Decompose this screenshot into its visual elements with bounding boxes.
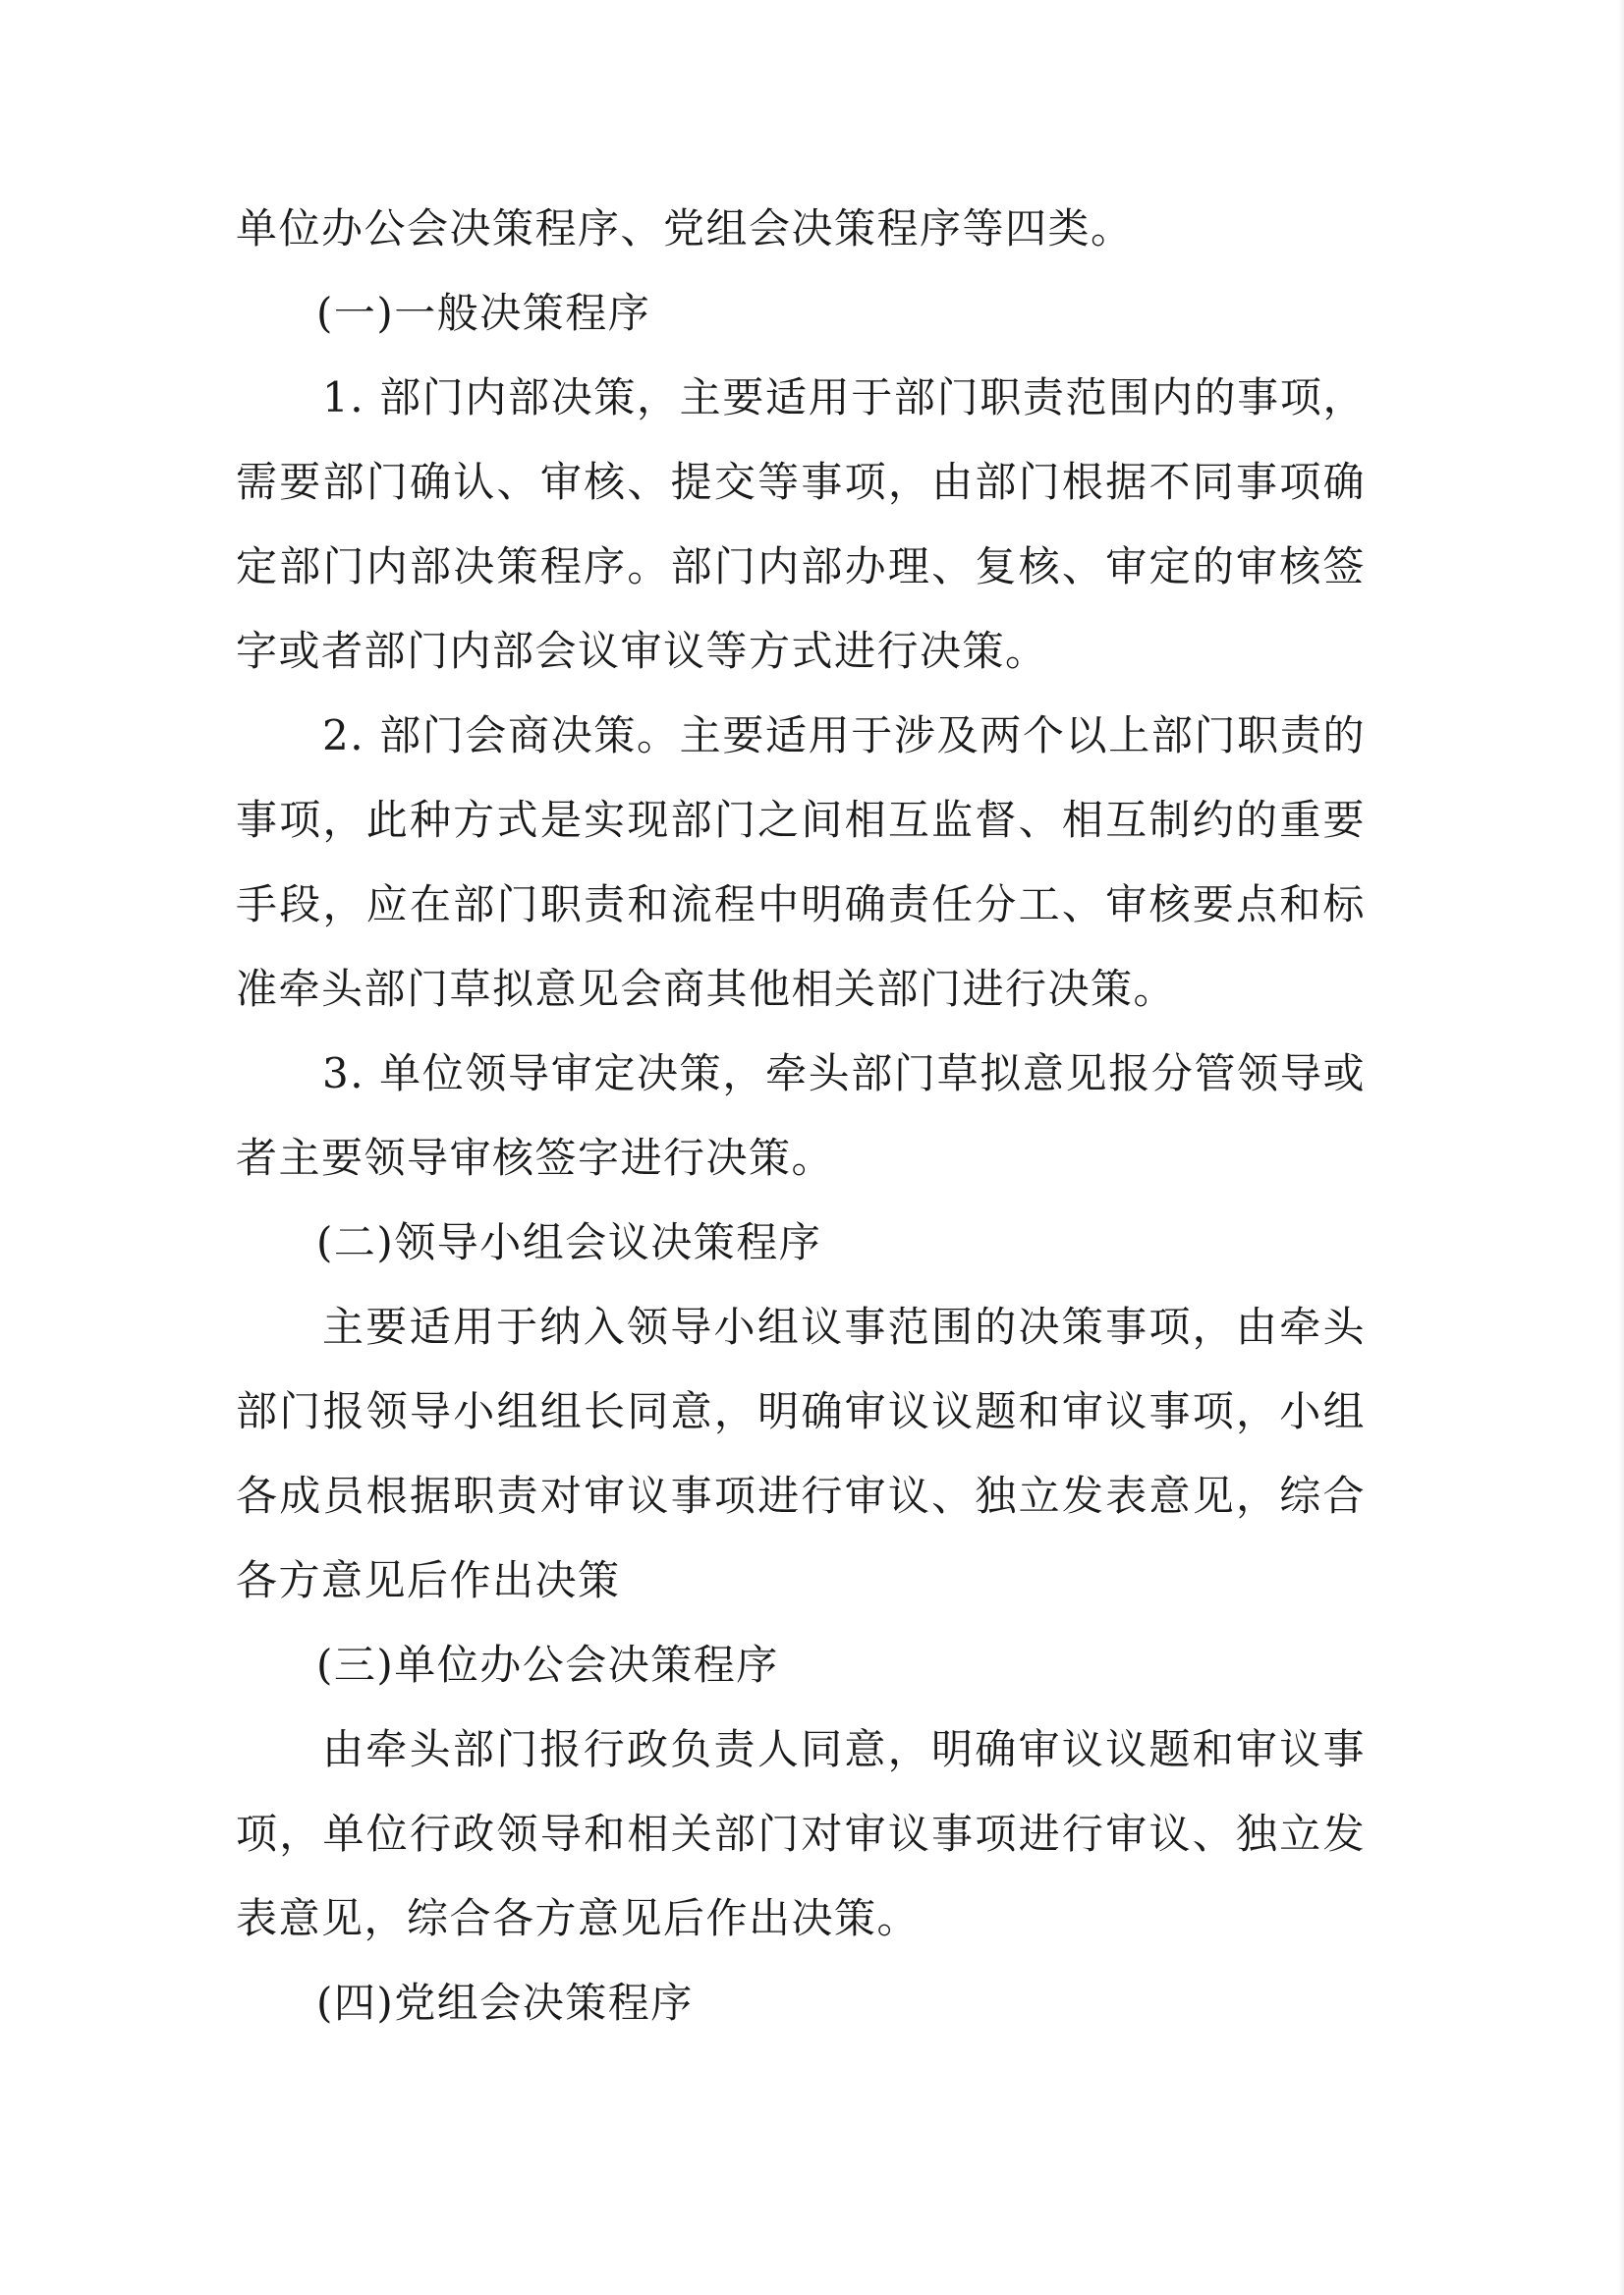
text-line: 单位办公会决策程序、党组会决策程序等四类。 bbox=[236, 204, 1134, 252]
section-heading: (四)党组会决策程序 bbox=[316, 1979, 694, 2027]
text-line: 需要部门确认、审核、提交等事项，由部门根据不同事项确 bbox=[236, 458, 1366, 506]
paragraph-first-line: 3. 单位领导审定决策，牵头部门草拟意见报分管领导或 bbox=[322, 1049, 1366, 1097]
section-heading: (二)领导小组会议决策程序 bbox=[316, 1218, 822, 1266]
text-line: 者主要领导审核签字进行决策。 bbox=[236, 1134, 835, 1182]
section-heading: (三)单位办公会决策程序 bbox=[316, 1641, 779, 1689]
text-line: 各方意见后作出决策 bbox=[236, 1556, 621, 1604]
paragraph-first-line: 主要适用于纳入领导小组议事范围的决策事项，由牵头 bbox=[322, 1303, 1366, 1351]
paragraph-first-line: 由牵头部门报行政负责人同意，明确审议议题和审议事 bbox=[322, 1725, 1366, 1773]
document-body bbox=[236, 187, 1366, 2045]
text-line: 字或者部门内部会议审议等方式进行决策。 bbox=[236, 627, 1048, 675]
text-line: 手段，应在部门职责和流程中明确责任分工、审核要点和标 bbox=[236, 880, 1366, 928]
paragraph-first-line: 1. 部门内部决策，主要适用于部门职责范围内的事项， bbox=[322, 373, 1366, 421]
section-heading: (一)一般决策程序 bbox=[316, 289, 651, 337]
text-line: 事项，此种方式是实现部门之间相互监督、相互制约的重要 bbox=[236, 796, 1366, 844]
text-line: 部门报领导小组组长同意，明确审议议题和审议事项，小组 bbox=[236, 1387, 1366, 1435]
text-line: 定部门内部决策程序。部门内部办理、复核、审定的审核签 bbox=[236, 542, 1366, 590]
text-line: 准牵头部门草拟意见会商其他相关部门进行决策。 bbox=[236, 965, 1177, 1013]
text-line: 表意见，综合各方意见后作出决策。 bbox=[236, 1894, 921, 1942]
text-line: 各成员根据职责对审议事项进行审议、独立发表意见，综合 bbox=[236, 1472, 1366, 1520]
scan-edge-shadow bbox=[1618, 0, 1624, 2295]
paragraph-first-line: 2. 部门会商决策。主要适用于涉及两个以上部门职责的 bbox=[322, 711, 1366, 759]
text-line: 项，单位行政领导和相关部门对审议事项进行审议、独立发 bbox=[236, 1810, 1366, 1858]
